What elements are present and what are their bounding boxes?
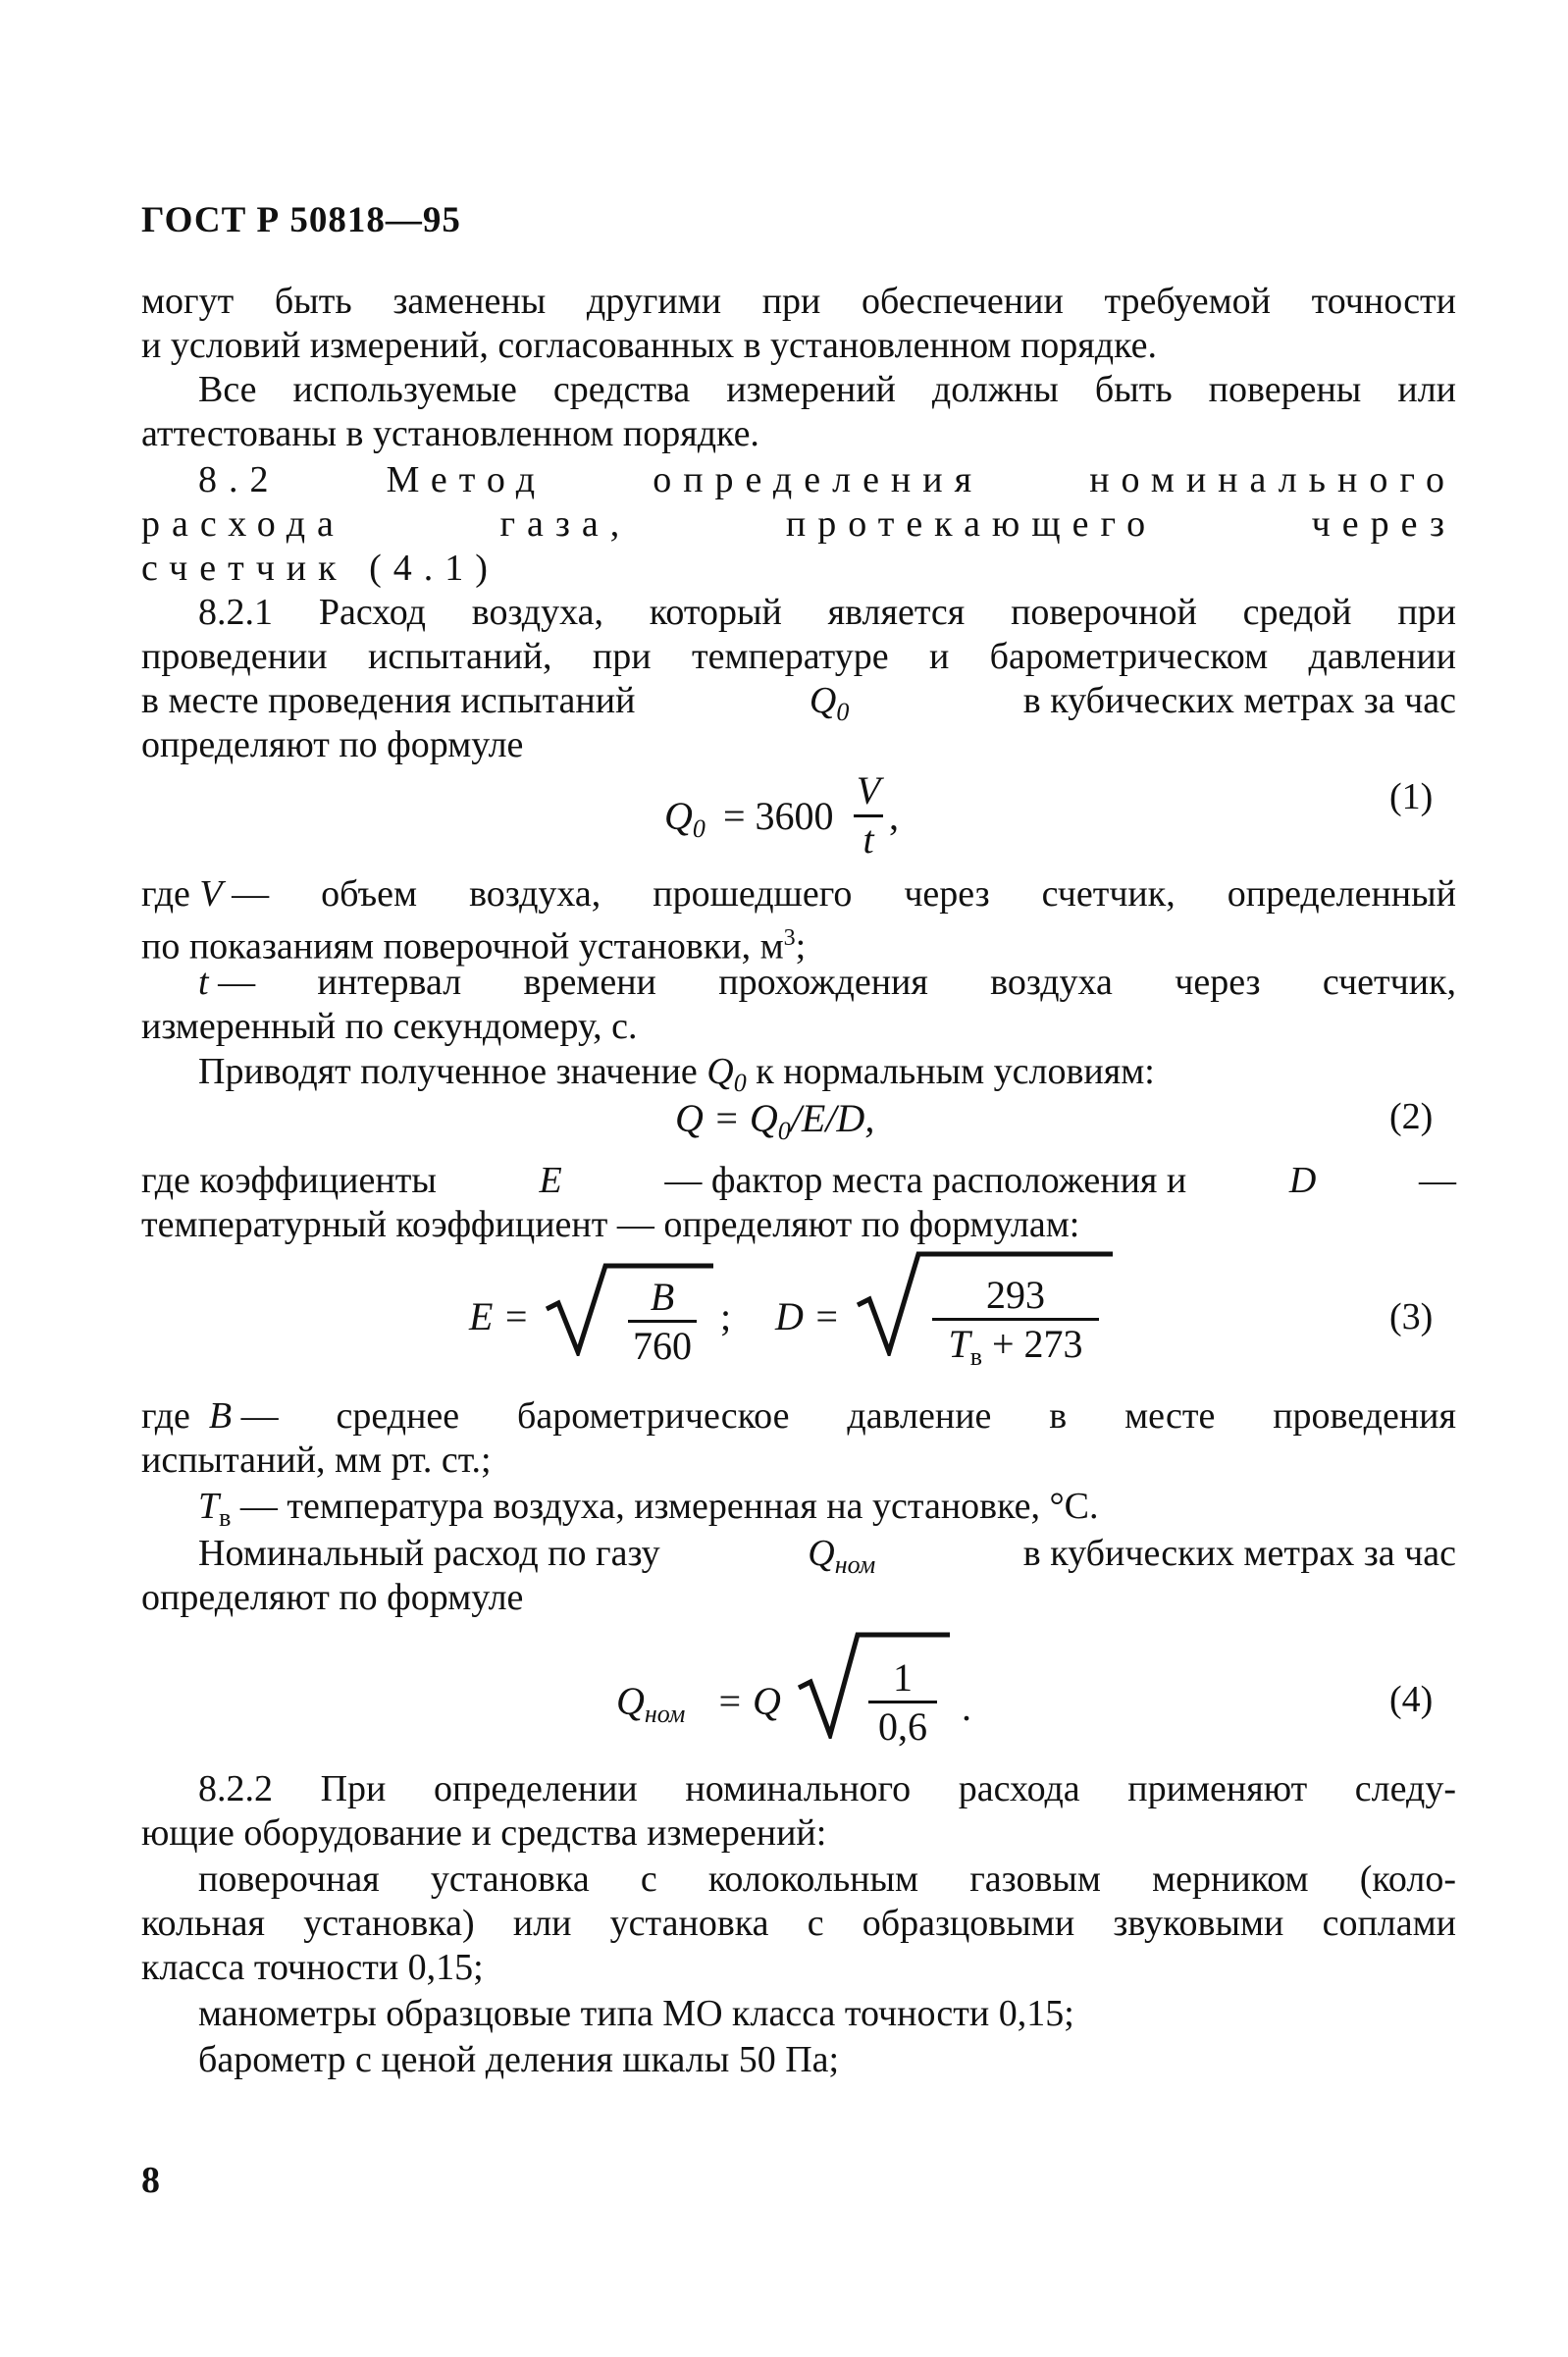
equation-number: (1) xyxy=(1389,776,1434,817)
text-line: аттестованы в установленном порядке. xyxy=(141,413,759,454)
text-line: Все используемые средства измерений должны быть поверены или xyxy=(198,369,1456,410)
formula-1-eq: = 3600 xyxy=(723,794,834,838)
formula-1-lhs: $Q_0$ xyxy=(664,794,706,843)
formula-4-eq: = Q xyxy=(716,1679,781,1723)
symbol-t: t xyxy=(198,962,209,1003)
text-fragment: в кубических метрах за час xyxy=(1022,1533,1456,1574)
equation-number: (3) xyxy=(1389,1296,1434,1337)
text-line: барометр с ценой деления шкалы 50 Па; xyxy=(198,2039,840,2080)
formula-4-tail: . xyxy=(962,1685,971,1729)
text-fragment: — среднее барометрическое давление в месте проведения xyxy=(240,1395,1456,1437)
page-number: 8 xyxy=(141,2160,160,2201)
section-heading-line: счетчик (4.1) xyxy=(141,548,499,589)
formula-3-d-lhs: D = xyxy=(775,1294,840,1338)
text-fragment: — интервал времени прохождения воздуха через счетчик, xyxy=(218,962,1456,1003)
text-line: $T_в$ — температура воздуха, измеренная на установке, °С. xyxy=(198,1486,1099,1532)
text-line xyxy=(141,1393,1456,1439)
symbol-v: V xyxy=(199,873,223,915)
document-header: ГОСТ Р 50818—95 xyxy=(141,200,461,240)
text-line: температурный коэффициент — определяют по формулам: xyxy=(141,1204,1080,1245)
formula-4-numerator: 1 xyxy=(893,1655,913,1700)
text-line: поверочная установка с колокольным газовым мерником (коло- xyxy=(198,1859,1456,1900)
text-line: 8.2.1 Расход воздуха, который является поверочной средой при xyxy=(198,592,1456,633)
symbol-d: D xyxy=(1288,1160,1317,1201)
text-line: определяют по формуле xyxy=(141,1577,524,1618)
text-fragment: — фактор места расположения и xyxy=(664,1160,1187,1201)
text-fragment: в месте проведения испытаний xyxy=(141,680,636,721)
symbol-b: B xyxy=(208,1395,233,1437)
text-line xyxy=(198,960,1456,1005)
text-line: по показаниям поверочной установки, $м^3$; xyxy=(141,925,807,968)
text-fragment: — xyxy=(1418,1160,1456,1201)
formula-3-separator: ; xyxy=(720,1294,732,1338)
text-line: определяют по формуле xyxy=(141,724,524,765)
formula-1-numerator: V xyxy=(856,768,881,812)
text-fragment: где xyxy=(141,873,190,915)
text-line: и условий измерений, согласованных в установленном порядке. xyxy=(141,325,1157,366)
text-fragment: в кубических метрах за час xyxy=(1022,680,1456,721)
text-line xyxy=(141,871,1456,917)
section-heading-line: расхода газа, протекающего через xyxy=(141,503,1456,545)
text-line: испытаний, мм рт. ст.; xyxy=(141,1440,492,1481)
text-line: класса точности 0,15; xyxy=(141,1947,484,1988)
formula-3-d-numerator: 293 xyxy=(986,1273,1045,1317)
formula-2-body: $Q = Q_0/E/D$, xyxy=(675,1096,875,1145)
formula-4-denominator: 0,6 xyxy=(878,1704,927,1749)
text-fragment: где xyxy=(141,1395,190,1437)
text-fragment: где коэффициенты xyxy=(141,1160,437,1201)
text-line: ющие оборудование и средства измерений: xyxy=(141,1812,827,1854)
symbol-e: E xyxy=(539,1160,562,1201)
text-line: 8.2.2 При определении номинального расхода применяют следу- xyxy=(198,1768,1456,1809)
text-line: проведении испытаний, при температуре и барометрическом давлении xyxy=(141,636,1456,677)
symbol-qnom: $Q_{ном}$ xyxy=(808,1533,876,1579)
formula-4-lhs: $Q_{ном}$ xyxy=(616,1679,686,1728)
text-fragment: Номинальный расход по газу xyxy=(198,1533,660,1574)
formula-3-e-lhs: E = xyxy=(469,1294,530,1338)
symbol-q0: $Q_0$ xyxy=(809,680,850,726)
text-fragment: — объем воздуха, прошедшего через счетчик, определенный xyxy=(232,873,1456,915)
formula-1-tail: , xyxy=(889,794,899,838)
text-line: кольная установка) или установка с образцовыми звуковыми соплами xyxy=(141,1903,1456,1944)
formula-3-e-numerator: B xyxy=(650,1275,675,1319)
equation-number: (2) xyxy=(1389,1096,1434,1137)
text-line: измеренный по секундомеру, с. xyxy=(141,1006,638,1047)
text-line: манометры образцовые типа МО класса точности 0,15; xyxy=(198,1993,1074,2034)
text-line xyxy=(141,1158,1456,1203)
formula-3-e-denominator: 760 xyxy=(633,1324,692,1368)
formula-1-denominator: t xyxy=(862,817,874,862)
text-line: Приводят полученное значение $Q_0$ к нормальным условиям: xyxy=(198,1051,1155,1097)
text-line: могут быть заменены другими при обеспечении требуемой точности xyxy=(141,281,1456,322)
formula-3-d-denominator: $T_в + 273$ xyxy=(948,1322,1083,1371)
section-heading-line: 8.2 Метод определения номинального xyxy=(198,459,1456,500)
equation-number: (4) xyxy=(1389,1679,1434,1720)
